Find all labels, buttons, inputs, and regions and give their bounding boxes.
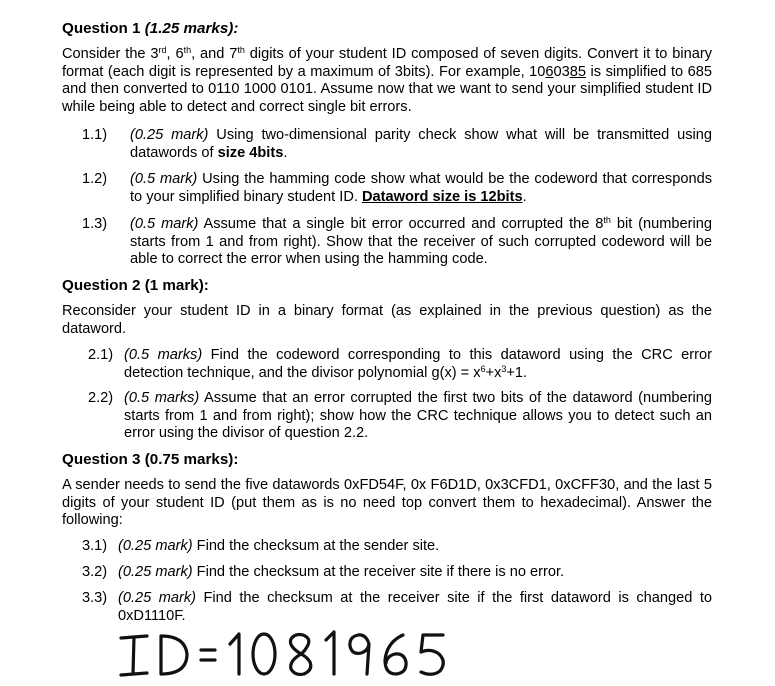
- q1-intro-sup: th: [237, 45, 245, 55]
- question-1-marks: (1.25 marks):: [144, 20, 239, 37]
- item-number: 3.1): [82, 538, 108, 554]
- item-marks: (0.25 mark): [118, 564, 193, 580]
- item-text: Find the checksum at the receiver site if there is no error.: [192, 564, 565, 580]
- item-body: [130, 216, 712, 269]
- question-3-intro: A sender needs to send the five datawords 0xFD54F, 0x F6D1D, 0x3CFD1, 0xCFF30, and the last 5 digits of your student ID (put them as is no need top convert them to hexadecimal). Answer the following:: [62, 477, 712, 528]
- item-sup: th: [603, 215, 611, 225]
- item-text: Assume that an error corrupted the first two bits of the dataword (numbering starts from 1 and from right); show how the CRC technique allows you to detect such an error using the divisor of question 2.2.: [124, 390, 712, 441]
- question-3-heading: Question 3 (0.75 marks):: [62, 451, 239, 468]
- q1-intro-text: digits of your student ID composed of seven digits. Convert it to binary format (each digit is represented by a maximum of 3bits). For example, 10: [62, 46, 712, 80]
- q1-intro-text: Consider the 3: [62, 46, 159, 62]
- item-body: [118, 538, 712, 556]
- question-1-title: Question 1: [62, 20, 145, 37]
- item-marks: (0.5 mark): [130, 171, 198, 187]
- item-number: 1.3): [82, 216, 108, 232]
- q1-intro-text: is simplified to 685 and then converted to 0110 1000 0101. Assume now that we want to send your simplified student ID while being able to detect and correct single bit errors.: [62, 63, 712, 115]
- item-text: bit (numbering starts from 1 and from right). Show that the receiver of such corrupted codeword will be able to correct the error when using the hamming code.: [130, 216, 712, 267]
- item-text: Find the codeword corresponding to this dataword using the CRC error detection technique, and the divisor polynomial g(x) = x: [124, 347, 712, 381]
- item-sup: 6: [480, 363, 486, 374]
- handwritten-student-id: [117, 622, 467, 682]
- item-text: Find the checksum at the sender site.: [192, 538, 440, 554]
- item-body: [130, 171, 712, 206]
- item-body: [124, 347, 712, 382]
- item-marks: (0.25 mark): [118, 590, 197, 606]
- q1-intro-text: , and 7: [191, 46, 238, 62]
- item-marks: (0.5 mark): [130, 216, 199, 232]
- item-marks: (0.25 mark): [118, 538, 193, 554]
- item-number: 3.2): [82, 564, 108, 580]
- item-marks: (0.5 marks): [124, 390, 200, 406]
- item-text: Find the checksum at the receiver site if the first dataword is changed to 0xD1110F.: [118, 590, 712, 624]
- item-bold-text: Dataword size is 12bits: [361, 188, 523, 205]
- question-2-intro: Reconsider your student ID in a binary format (as explained in the previous question) as the dataword.: [62, 303, 712, 337]
- item-marks: (0.5 marks): [124, 347, 203, 363]
- question-1-intro: [62, 46, 712, 116]
- item-body: [124, 390, 712, 443]
- item-body: [118, 564, 712, 582]
- question-2-heading: Question 2 (1 mark):: [62, 277, 209, 294]
- item-text: .: [522, 188, 527, 205]
- item-number: 1.1): [82, 127, 108, 143]
- item-number: 3.3): [82, 590, 108, 606]
- q1-intro-text: , 6: [166, 46, 184, 62]
- item-text: +1.: [506, 364, 528, 381]
- item-body: [130, 127, 712, 162]
- q1-intro-sup: th: [183, 45, 192, 55]
- item-number: 1.2): [82, 171, 108, 187]
- item-marks: (0.25 mark): [130, 127, 209, 143]
- item-body: [118, 590, 712, 625]
- q1-intro-text: 03: [553, 63, 570, 80]
- item-sup: 3: [501, 363, 507, 374]
- item-number: 2.2): [88, 390, 114, 406]
- item-text: Using the hamming code show what would be the codeword that corresponds to your simplified binary student ID.: [130, 171, 712, 205]
- item-number: 2.1): [88, 347, 114, 363]
- item-text: .: [283, 144, 288, 161]
- item-text: Assume that a single bit error occurred and corrupted the 8: [198, 216, 604, 232]
- item-text: Using two-dimensional parity check show what will be transmitted using datawords of: [130, 127, 713, 161]
- q1-underlined-digits: 85: [569, 63, 586, 80]
- item-bold-text: size 4bits: [217, 144, 284, 161]
- item-text: +x: [485, 364, 502, 381]
- q1-intro-sup: rd: [158, 45, 167, 55]
- q1-underlined-digit: 6: [545, 63, 554, 80]
- question-1-heading: [62, 20, 238, 38]
